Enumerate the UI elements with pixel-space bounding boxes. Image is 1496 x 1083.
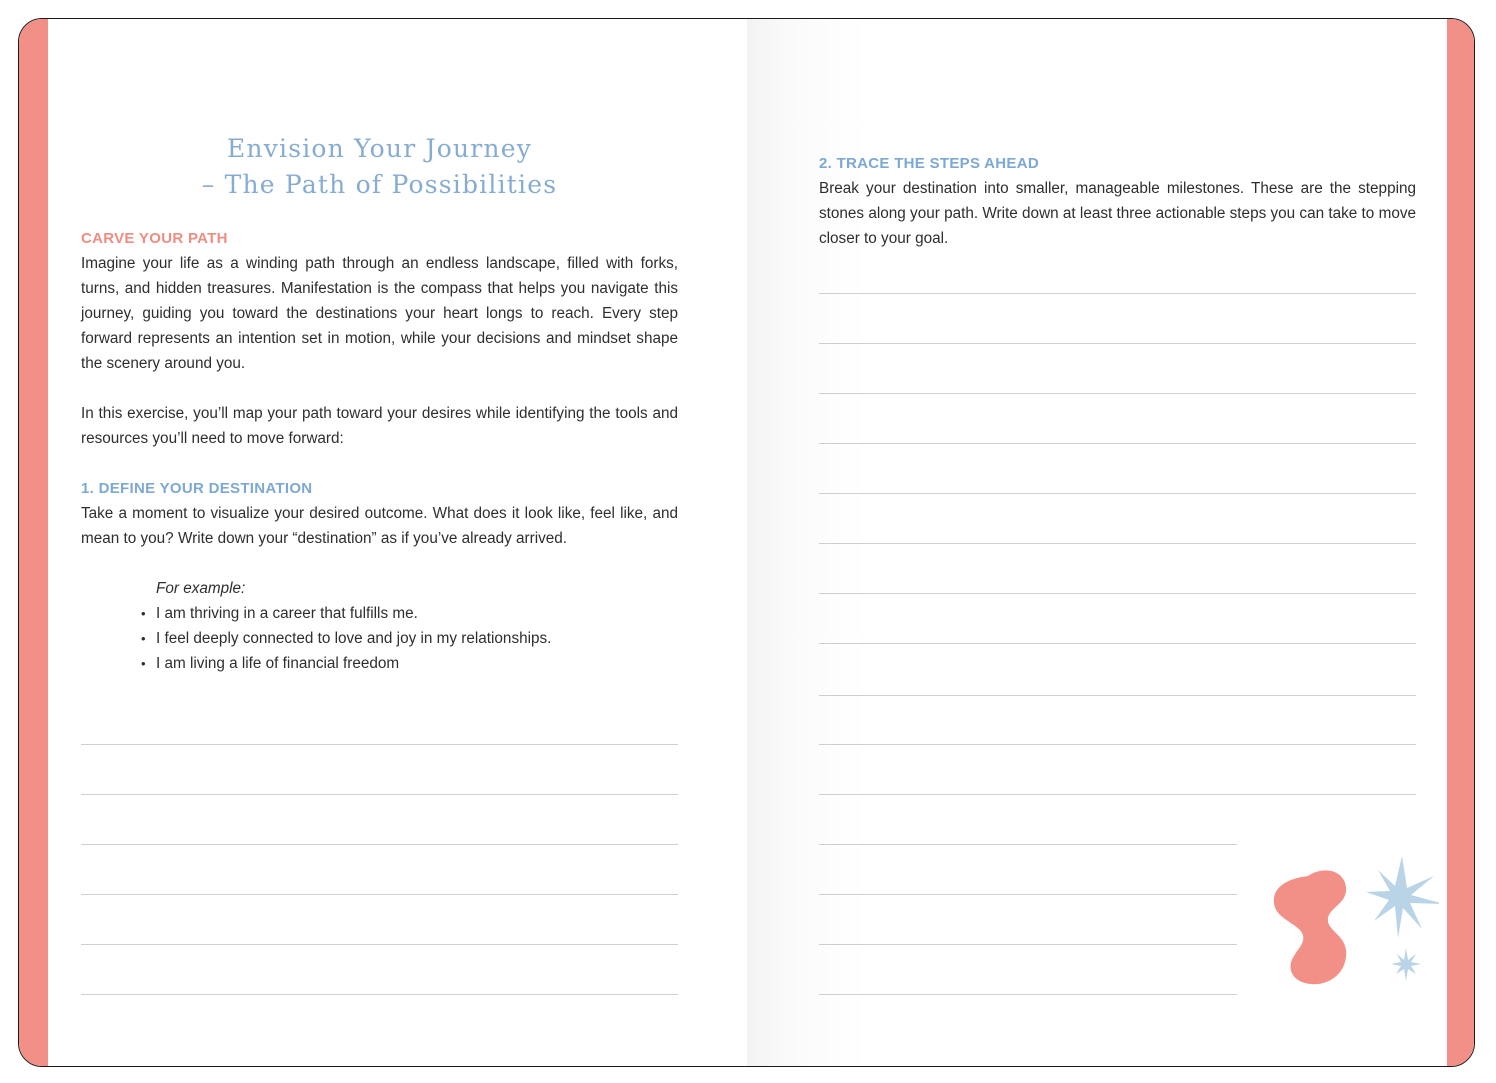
destination-paragraph: Take a moment to visualize your desired outcome. What does it look like, feel like, and mean to you? Write down your “destination” as if you’ve already arrived.	[81, 505, 678, 547]
coral-blob-icon	[1274, 870, 1346, 984]
steps-paragraph: Break your destination into smaller, manageable milestones. These are the stepping stones along your path. Write down at least three actionable steps you can take to move closer to your goal.	[819, 180, 1416, 247]
journal-spread	[18, 18, 1475, 1067]
define-destination-heading: 1. DEFINE YOUR DESTINATION	[81, 480, 313, 497]
writing-line[interactable]	[819, 443, 1416, 444]
writing-line[interactable]	[819, 994, 1237, 995]
corner-decoration	[1264, 834, 1439, 1009]
writing-line[interactable]	[81, 844, 678, 845]
writing-line[interactable]	[819, 493, 1416, 494]
writing-line[interactable]	[819, 543, 1416, 544]
trace-steps-heading: 2. TRACE THE STEPS AHEAD	[819, 155, 1040, 172]
right-cover-edge	[1447, 19, 1474, 1066]
writing-line[interactable]	[819, 695, 1416, 696]
writing-line[interactable]	[819, 293, 1416, 294]
list-item: • I am living a life of financial freedom	[156, 651, 551, 676]
intro-paragraph: Imagine your life as a winding path through an endless landscape, filled with forks, turns, and hidden treasures. Manifestation is the compass that helps you navigate this journey, guiding you toward the destinations your heart longs to reach. Every step forward represents an intention set in motion, while your decisions and mindset shape the scenery around you.	[81, 255, 678, 372]
writing-line[interactable]	[819, 593, 1416, 594]
title-line-2: – The Path of Possibilities	[201, 170, 558, 199]
writing-line[interactable]	[81, 794, 678, 795]
writing-line[interactable]	[81, 894, 678, 895]
writing-line[interactable]	[819, 844, 1237, 845]
example-list	[156, 601, 551, 676]
carve-your-path-heading: CARVE YOUR PATH	[81, 230, 228, 247]
writing-line[interactable]	[819, 343, 1416, 344]
list-item: • I feel deeply connected to love and joy in my relationships.	[156, 626, 551, 651]
writing-line[interactable]	[81, 744, 678, 745]
left-cover-edge	[19, 19, 48, 1066]
large-star-icon	[1366, 856, 1439, 938]
writing-line[interactable]	[819, 894, 1237, 895]
writing-line[interactable]	[81, 944, 678, 945]
title-line-1: Envision Your Journey	[226, 134, 533, 163]
small-star-icon	[1391, 948, 1421, 981]
exercise-paragraph: In this exercise, you’ll map your path toward your desires while identifying the tools and resources you’ll need to move forward:	[81, 405, 678, 447]
writing-line[interactable]	[819, 794, 1416, 795]
left-page	[81, 19, 678, 1066]
writing-line[interactable]	[81, 994, 678, 995]
writing-line[interactable]	[819, 944, 1237, 945]
example-label: For example:	[156, 580, 246, 597]
writing-line[interactable]	[819, 393, 1416, 394]
writing-line[interactable]	[819, 643, 1416, 644]
list-item: • I am thriving in a career that fulfills me.	[156, 601, 551, 626]
page-title	[81, 131, 678, 203]
writing-line[interactable]	[819, 744, 1416, 745]
